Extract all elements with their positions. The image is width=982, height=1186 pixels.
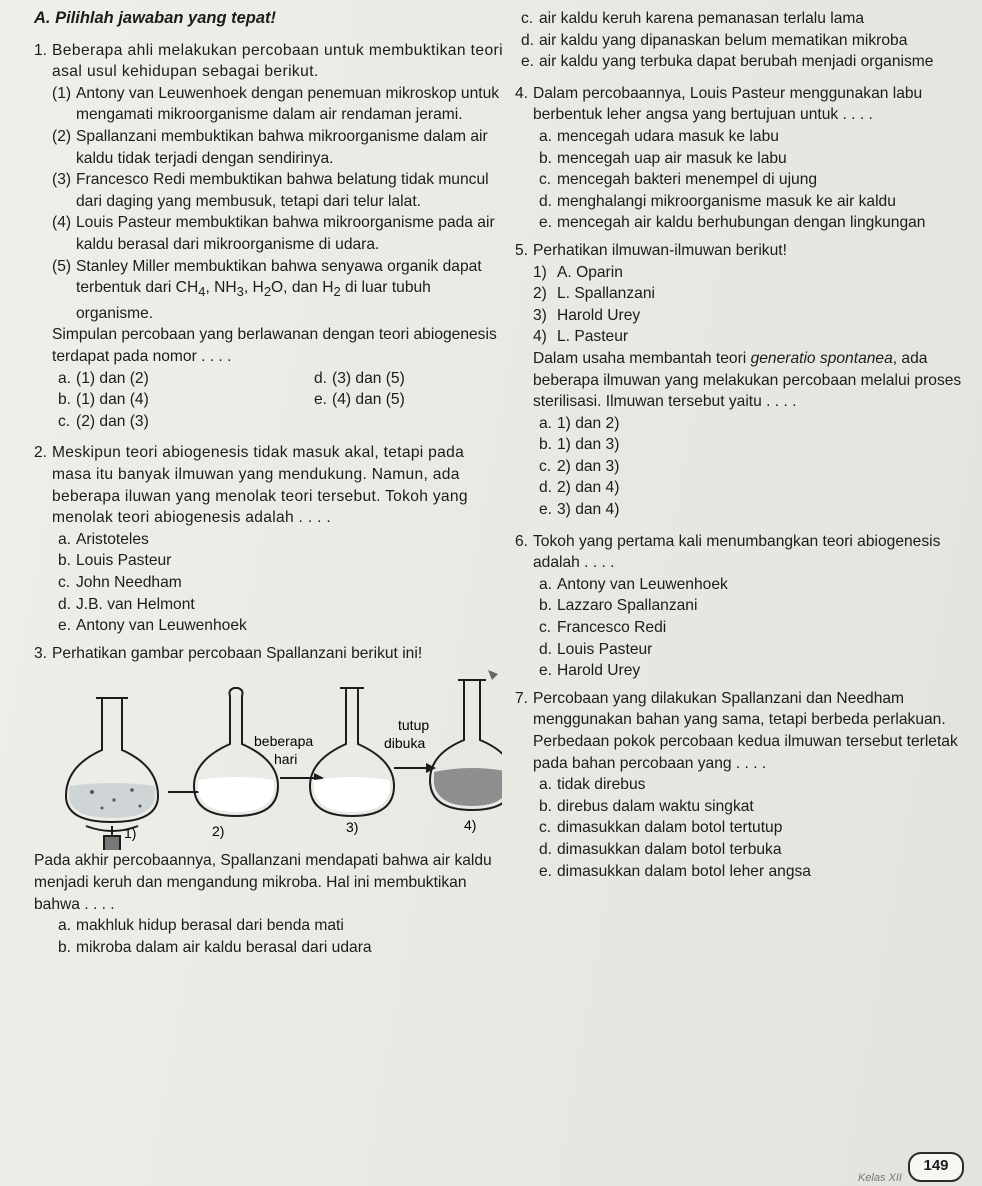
option-a[interactable]: a. Antony van Leuwenhoek bbox=[539, 575, 728, 593]
option-b[interactable]: b. Louis Pasteur bbox=[58, 552, 172, 570]
option-d[interactable]: d. dimasukkan dalam botol terbuka bbox=[539, 840, 782, 858]
option-e[interactable]: e. (4) dan (5) bbox=[314, 391, 405, 409]
option-c[interactable]: c. John Needham bbox=[58, 573, 182, 591]
option-d[interactable]: d. 2) dan 4) bbox=[539, 479, 620, 497]
option-e[interactable]: e. Antony van Leuwenhoek bbox=[58, 617, 247, 635]
option-d[interactable]: d. menghalangi mikroorganisme masuk ke air kaldu bbox=[539, 192, 896, 210]
question-number: 1. bbox=[34, 41, 48, 59]
list-item: (3) Francesco Redi membuktikan bahwa belatung tidak muncul dari daging yang membusuk, tetapi dari telur lalat. bbox=[52, 171, 489, 210]
option-e[interactable]: e. dimasukkan dalam botol leher angsa bbox=[539, 862, 811, 880]
arrow-label-b2: dibuka bbox=[384, 735, 426, 752]
label-2: 2) bbox=[212, 823, 225, 840]
list-item: 3) Harold Urey bbox=[533, 306, 641, 324]
arrow-label-b: tutup bbox=[398, 717, 430, 734]
flask-2 bbox=[194, 688, 278, 816]
list-item: 2) L. Spallanzani bbox=[533, 285, 655, 303]
question-prompt: Dalam usaha membantah teori generatio spontanea, ada beberapa ilmuwan yang melakukan percobaan melalui proses sterilisasi. Ilmuwan tersebut yaitu . . . . bbox=[533, 349, 962, 411]
option-c[interactable]: c. air kaldu keruh karena pemanasan terlalu lama bbox=[521, 10, 865, 27]
option-a[interactable]: a. Aristoteles bbox=[58, 530, 149, 548]
option-e[interactable]: e. Harold Urey bbox=[539, 662, 641, 680]
option-c[interactable]: c. 2) dan 3) bbox=[539, 457, 620, 475]
option-d[interactable]: d. (3) dan (5) bbox=[314, 369, 405, 387]
list-item: 1) A. Oparin bbox=[533, 263, 623, 281]
question-number: 6. bbox=[515, 532, 529, 550]
option-b[interactable]: b. (1) dan (4) bbox=[58, 391, 149, 409]
flask-1 bbox=[66, 698, 158, 850]
label-1: 1) bbox=[124, 825, 137, 842]
label-3: 3) bbox=[346, 819, 359, 836]
question-5 bbox=[515, 240, 965, 521]
list-item: (4) Louis Pasteur membuktikan bahwa mikroorganisme pada air kaldu berasal dari mikroorganisme di udara. bbox=[52, 214, 495, 253]
question-stem: Tokoh yang pertama kali menumbangkan teori abiogenesis adalah . . . . bbox=[533, 532, 941, 572]
option-c[interactable]: c. mencegah bakteri menempel di ujung bbox=[539, 171, 818, 189]
question-7 bbox=[515, 688, 965, 882]
page-number: 149 bbox=[908, 1152, 964, 1182]
question-number: 7. bbox=[515, 689, 529, 707]
option-a[interactable]: a. (1) dan (2) bbox=[58, 369, 149, 387]
left-column bbox=[34, 6, 504, 958]
flask-diagram bbox=[52, 668, 502, 850]
option-a[interactable]: a. mencegah udara masuk ke labu bbox=[539, 127, 779, 145]
option-c[interactable]: c. (2) dan (3) bbox=[58, 412, 149, 430]
question-stem: Percobaan yang dilakukan Spallanzani dan Needham menggunakan bahan yang sama, tetapi berbeda perlakuan. Perbedaan pokok percobaan kedua ilmuwan tersebut terletak pada bahan percobaan yang . . . . bbox=[533, 689, 958, 772]
option-e[interactable]: e. mencegah air kaldu berhubungan dengan lingkungan bbox=[539, 214, 926, 232]
flask-3 bbox=[310, 688, 394, 816]
spallanzani-experiment-figure bbox=[52, 668, 504, 850]
question-stem: Beberapa ahli melakukan percobaan untuk membuktikan teori asal usul kehidupan sebagai berikut. bbox=[52, 41, 504, 81]
question-stem: Dalam percobaannya, Louis Pasteur menggunakan labu berbentuk leher angsa yang bertujuan untuk . . . . bbox=[533, 84, 923, 124]
class-label: Kelas XII bbox=[857, 1172, 902, 1184]
option-c[interactable]: c. Francesco Redi bbox=[539, 619, 667, 637]
option-a[interactable]: a. makhluk hidup berasal dari benda mati bbox=[58, 917, 344, 935]
question-number: 5. bbox=[515, 241, 529, 259]
question-2 bbox=[34, 442, 504, 636]
question-prompt: Pada akhir percobaannya, Spallanzani mendapati bahwa air kaldu menjadi keruh dan mengandung mikroba. Hal ini membuktikan bahwa . . . . bbox=[34, 852, 492, 913]
list-item: (1) Antony van Leuwenhoek dengan penemuan mikroskop untuk mengamati mikroorganisme dalam air rendaman jerami. bbox=[52, 84, 500, 124]
arrow-label-a: beberapa bbox=[254, 733, 314, 750]
option-e[interactable]: e. 3) dan 4) bbox=[539, 501, 620, 519]
option-a[interactable]: a. 1) dan 2) bbox=[539, 414, 620, 432]
question-stem: Perhatikan gambar percobaan Spallanzani berikut ini! bbox=[52, 644, 423, 662]
right-column bbox=[515, 8, 965, 882]
option-b[interactable]: b. Lazzaro Spallanzani bbox=[539, 597, 698, 615]
option-d[interactable]: d. air kaldu yang dipanaskan belum mematikan mikroba bbox=[521, 31, 908, 49]
question-4 bbox=[515, 83, 965, 234]
option-b[interactable]: b. direbus dalam waktu singkat bbox=[539, 797, 754, 815]
label-4: 4) bbox=[464, 817, 477, 834]
flask-4 bbox=[430, 680, 502, 810]
option-b[interactable]: b. mikroba dalam air kaldu berasal dari udara bbox=[58, 938, 372, 956]
list-item: 4) L. Pasteur bbox=[533, 328, 629, 346]
question-prompt: Simpulan percobaan yang berlawanan dengan teori abiogenesis terdapat pada nomor . . . . bbox=[52, 326, 497, 366]
option-d[interactable]: d. Louis Pasteur bbox=[539, 640, 653, 658]
question-stem: Meskipun teori abiogenesis tidak masuk akal, tetapi pada masa itu banyak ilmuwan yang mendukung. Namun, ada beberapa iluwan yang menolak teori tersebut. Tokoh yang menolak teori abiogenesis adalah . . . . bbox=[52, 444, 468, 527]
question-stem: Perhatikan ilmuwan-ilmuwan berikut! bbox=[533, 241, 787, 259]
option-a[interactable]: a. tidak direbus bbox=[539, 776, 646, 794]
question-number: 4. bbox=[515, 84, 529, 102]
list-item: (2) Spallanzani membuktikan bahwa mikroorganisme dalam air kaldu tidak terjadi dengan sendirinya. bbox=[52, 127, 488, 167]
section-header: A. Pilihlah jawaban yang tepat! bbox=[34, 9, 277, 27]
question-6 bbox=[515, 531, 965, 682]
option-b[interactable]: b. 1) dan 3) bbox=[539, 436, 620, 454]
question-number: 2. bbox=[34, 444, 48, 462]
option-b[interactable]: b. mencegah uap air masuk ke labu bbox=[539, 149, 787, 167]
question-1 bbox=[34, 40, 504, 433]
option-e[interactable]: e. air kaldu yang terbuka dapat berubah menjadi organisme bbox=[521, 53, 934, 71]
question-number: 3. bbox=[34, 644, 48, 662]
question-3 bbox=[34, 643, 504, 959]
arrow-label-a2: hari bbox=[274, 751, 298, 768]
option-d[interactable]: d. J.B. van Helmont bbox=[58, 595, 195, 613]
list-item: (5) Stanley Miller membuktikan bahwa senyawa organik dapat terbentuk dari $CH_4$, $NH_3$, $H_2O$, dan $H_2$ di luar tubuh organisme. bbox=[52, 257, 482, 322]
option-c[interactable]: c. dimasukkan dalam botol tertutup bbox=[539, 819, 783, 837]
